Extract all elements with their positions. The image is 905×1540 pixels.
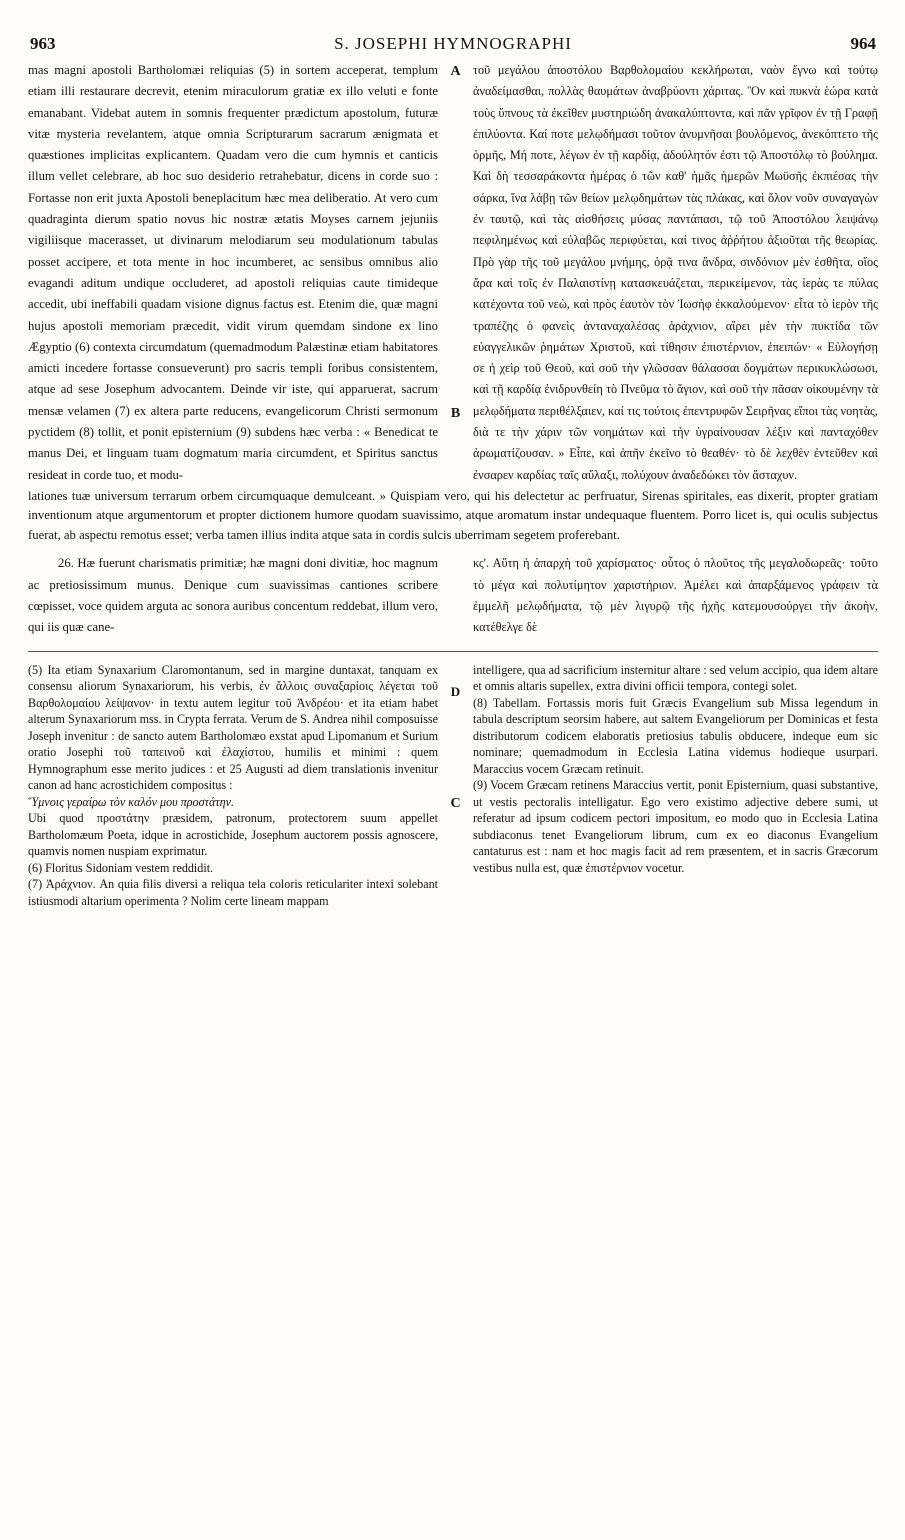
section-marker-d: D — [450, 683, 461, 699]
footnote-9: (9) Vocem Græcam retinens Maraccius vertit, ponit Episternium, quasi substantive, ut vestis pectoralis intelligatur. Ego vero existimo adjective debere sumi, ut referatur ad ipsum codicem pectori impositum, eo modo quo in Ecclesia Latina subdiaconus tenet Evangeliorum librum, cum ex eo diaconus Evangelium cantaturus est : nam et hoc magis facit ad rem præsentem, et in sacris Græcorum vestibus nulla est, quæ ἐπιστέρνιον vocetur. — [473, 778, 878, 875]
latin-paragraph-26: 26. Hæ fuerunt charismatis primitiæ; hæ magni doni divitiæ, hoc magnum ac pretiosissimum munus. Denique cum suavissimas cantiones scribere cœpisset, voce quidem arguta ac sonora auribus concentum reddebat, illum vero, qui iis quæ cane- — [28, 556, 438, 635]
column-gutter — [438, 60, 473, 811]
footnote-gutter — [438, 662, 473, 910]
footnotes-left — [28, 662, 438, 910]
footnote-7-continued: intelligere, qua ad sacrificium insternitur altare : sed velum accipio, qua idem altare et omnis altaris supellex, extra divini officii tempora, contegi solet. — [473, 662, 878, 694]
latin-column-26 — [28, 553, 438, 638]
section-marker-a: A — [450, 64, 461, 79]
column-gutter-26 — [438, 553, 473, 638]
footnote-5: (5) Ita etiam Synaxarium Claromontanum, sed in margine duntaxat, tanquam ex consensu aliorum Synaxariorum, his verbis, ἐν ἄλλοις συναξαρίοις λέγεται τοῦ Βαρθολομαίου λείψανον· in textu autem legitur τοῦ Ἀνδρέου· et ita etiam habet alterum Synaxariorum mss. in Crypta ferrata. Verum de S. Andrea nihil composuisse Joseph invenitur : de sancto autem Bartholomæo exstat apud Lipomanum et Surium oratio Josephi τοῦ ταπεινοῦ καὶ ἐλαχίστου, humilis et minimi : quem Hymnographum esse merito judices : et 25 Augusti ad diem translationis invenitur canon ad hanc acrostichidem compositus : — [28, 662, 438, 793]
page-number-right: 964 — [850, 34, 876, 53]
latin-paragraph-25: mas magni apostoli Bartholomæi reliquias (5) in sortem acceperat, templum etiam illi restaurare decrevit, etenim miraculorum gratiæ ex illo veluti e fonte emanabant. Videbat autem in somnis frequenter prædictum apostolum, futuræ vitæ mysteria revelantem, atque omnia Scripturarum sacrarum ænigmata et quæstiones implicitas explicantem. Quadam vero die cum hymnis et canticis illum vellet celebrare, ab hoc suo desiderio retrahebatur, dicens in corde suo : Fortasse non erit juxta Apostoli beneplacitum hæc mea deliberatio. At vero cum quadraginta dierum spatio novus hic nostræ ætatis Moyses carnem jejuniis vigiliisque macerasset, ut divinarum melodiarum seu modulationum tabulas posset accipere, et tota mente in hoc incumberet, ac sensibus omnibus alio evagandi aditum undique occluderet, ad apostoli reliquias caute timideque accedit, ubi ineffabili quadam visione dignus factus est. Etenim die, quæ magni hujus apostoli memoriam præcedit, vidit virum quemdam sindone ex lino Ægyptio (6) contexta circumdatum (quemadmodum Palæstinæ etiam habitatores amicti incedere fortasse consueverunt) pro sacris templi foribus consistentem, atque ad sese Josephum advocantem. Deinde vir iste, qui apparuerat, sacrum mensæ velamen (7) ex altera parte reducens, evangelicorum Christi sermonum pyctidem (8) tollit, et ponit episternium (9) subdens hæc verba : « Benedicat te manus Dei, et linguam tuam dogmatum maria circumdent, et Spiritus sanctus resideat in corde tuo, et modu- — [28, 63, 438, 482]
footnotes — [28, 662, 878, 910]
footnote-5-continued: Ubi quod προστάτην præsidem, patronum, protectorem suum appellet Bartholomæum Poeta, idque in acrostichide, Josephum auctorem possis agnoscere, quamvis nomen nuspiam exprimatur. — [28, 811, 438, 859]
page-number-left: 963 — [30, 34, 56, 53]
latin-full-width-continuation: lationes tuæ universum terrarum orbem circumquaque demulceant. » Quispiam vero, qui his delectetur ac perfruatur, Sirenas spiritales, eas dixerit, propter gratiam inventionum atque argumentorum et propter dictionem humore quodam suavissimo, atque aromatum instar undequaque fluentem. Porro licet is, qui oculis subjectus fuerat, ab aspectu remotus esset; verba tamen illius indita atque sata in cordis sulcis uberrimam segetem proferebant. — [28, 488, 878, 542]
acrostic-verse: Ὕμνοις γεραίρω τὸν καλόν μου προστάτην. — [28, 794, 235, 809]
footnote-7: (7) Ἀράχνιον. An quia filis diversi a reliqua tela coloris reticulariter intexi solebant istiusmodi altarium operimenta ? Nolim certe lineam mappam — [28, 877, 438, 908]
running-header — [28, 30, 878, 60]
footnote-divider — [28, 651, 878, 652]
paragraph-26-columns — [28, 553, 878, 638]
greek-paragraph-25: τοῦ μεγάλου ἀποστόλου Βαρθολομαίου κεκλήρωται, ναὸν ἔγνω καὶ τούτῳ ἀναδείμασθαι, πολλὰς θαυμάτων ἀναβρύοντι χάριτας. Ὃν καὶ πυκνὰ ἑώρα κατὰ τοὺς ὕπνους τὰ ἐκεῖθεν μυστηριώδη ἀνακαλύπτοντα, καὶ πᾶν γρῖφον ἐν τῇ Γραφῇ ἐπιλύοντα. Καί ποτε μελῳδήμασι τοῦτον ἀνυμνῆσαι βουλόμενος, ἀνεκόπτετο τῆς ὁρμῆς, Μή ποτε, λέγων ἐν τῇ καρδίᾳ, ἀδούλητόν ἐστι τῷ Ἀποστόλῳ τὸ βούλημα. Καὶ δὴ τεσσαράκοντα ἡμέρας ὁ τῶν καθ' ἡμᾶς ἡμερῶν Μωϋσῆς ἐκπιέσας τὴν σάρκα, ἵνα λάβῃ τῶν θείων μελῳδημάτων τὰς πλάκας, καὶ ὅλον νοῦν συναγαγὼν ἐν ταυτῷ, καὶ τὰς αἰσθήσεις μύσας παντάπασι, τῷ τοῦ Ἀποστόλου λειψάνῳ πεφιλημένως καὶ εὐλαβῶς περιφύεται, καί τινος ἀῤῥήτου ἀξιοῦται τῆς θεωρίας. Πρὸ γὰρ τῆς τοῦ μεγάλου μνήμης, ὁρᾷ τινα ἄνδρα, σινδόνιον μὲν ἐσθῆτα, οἵος ἄρα καὶ τοῖς ἐν Παλαιστίνῃ κατασκευάζεται, περικείμενον, τὰς ἱερὰς τε πύλας κατέχοντα τοῦ νεὼ, καὶ πρὸς ἑαυτὸν τὸν Ἰωσὴφ ἐκκαλούμενον· εἶτα τὸ ἱερὸν τῆς τραπέζης ὁ φανεὶς ἀνταναχαλέσας ἀράχνιον, αἴρει μὲν τὴν πυκτίδα τῶν εὐαγγελικῶν ῥημάτων Χριστοῦ, καὶ τίθησιν ἐπιστέρνιον, ἐπειπών· « Εὐλογήσῃ σε ἡ χεὶρ τοῦ Θεοῦ, καὶ σοῦ τὴν γλῶσσαν θάλασσαι δογμάτων περικυκλώσωσι, καὶ τῇ καρδίᾳ ἐνιδρυνθείη τὸ Πνεῦμα τὸ ἅγιον, καὶ σοῦ τὴν πᾶσαν οἰκουμένην τὰ μελῳδήματα περιθέλξαιεν, καί τις τούτοις ἐπεντρυφῶν Σειρῆνας εἴποι τὰς νοητὰς, διὰ τε τὴν χάριν τῶν νοημάτων καὶ τὴν ὑγραίνουσαν λέξιν καὶ πανταχόθεν ἀρωματίζουσαν. » Εἶπε, καὶ ἀπῆν ἐκεῖνο τὸ θεαθέν· τὸ δὲ λεχθὲν ἐντεῦθεν καὶ ἐνσαρεν καρδίας ταῖς αὔλαξι, πολύχουν ἀναδεδώκει τὸν ἄσταχυν. — [473, 63, 878, 482]
section-marker-b: B — [450, 406, 461, 421]
section-marker-c: C — [450, 796, 461, 811]
greek-paragraph-26: κς'. Αὕτη ἡ ἀπαρχὴ τοῦ χαρίσματος· οὗτος ὁ πλοῦτος τῆς μεγαλοδωρεᾶς· τοῦτο τὸ μέγα καὶ πολυτίμητον χαριστήριον. Ἀμέλει καὶ ἀπαρξάμενος γράφειν τὰ ἐμμελῆ μελῳδήματα, τῷ μὲν λιγυρῷ τῆς ἠχῆς κατεμουσούργει τὴν ἀκοὴν, κατέθελγε δὲ — [473, 556, 878, 635]
footnote-8: (8) Tabellam. Fortassis moris fuit Græcis Evangelium sub Missa legendum in tabula descriptum seorsim habere, aut saltem Evangeliorum per Dominicas et festa distributorum codicem elaboratis pretiosius tabulis obducere, indeque eum sic nominare; quemadmodum in Ecclesia Latina videmus hodieque usurpari. Maraccius vocem Græcam retinuit. — [473, 695, 878, 776]
page — [28, 30, 878, 1520]
footnote-6: (6) Floritus Sidoniam vestem reddidit. — [28, 860, 214, 875]
page-title: S. JOSEPHI HYMNOGRAPHI — [334, 34, 572, 53]
greek-column-26 — [473, 553, 878, 638]
footnotes-right — [473, 662, 878, 877]
greek-column — [473, 60, 878, 486]
latin-column — [28, 60, 438, 486]
